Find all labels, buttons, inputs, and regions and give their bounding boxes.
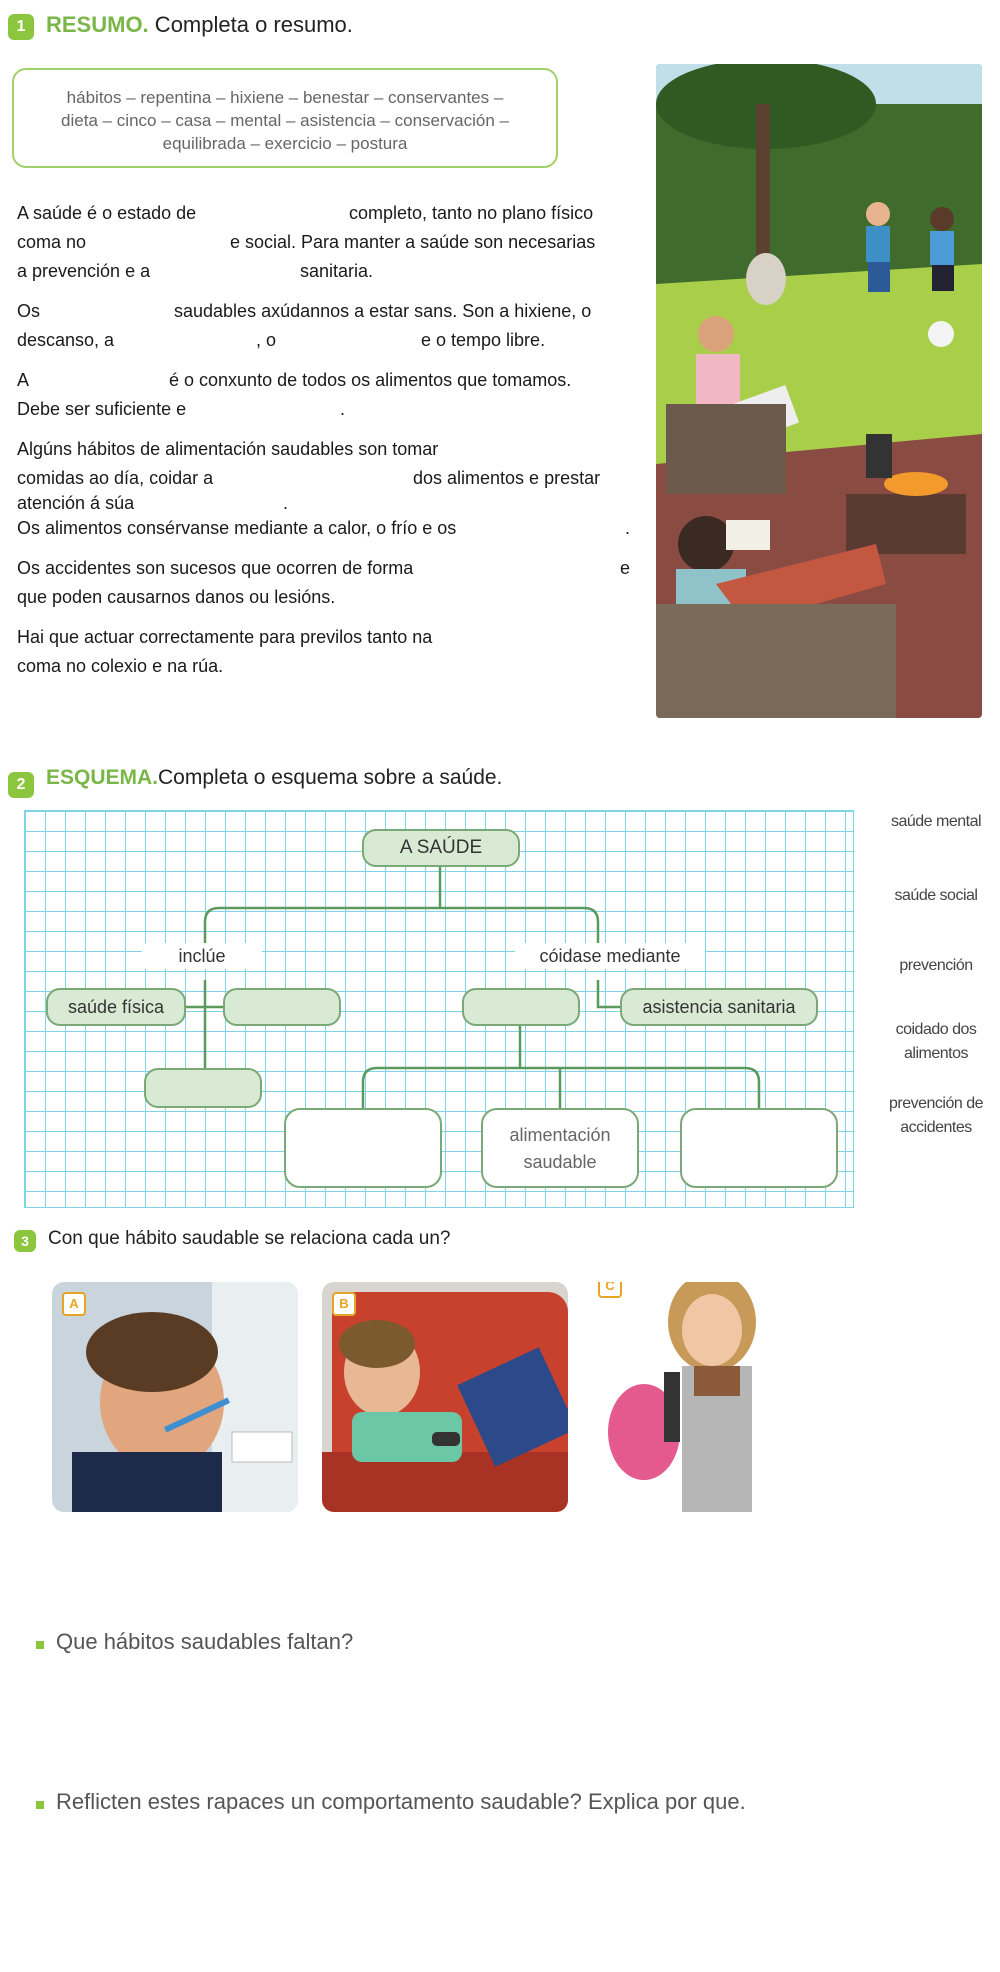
question-missing-habits: Que hábitos saudables faltan?	[56, 1629, 354, 1654]
option-accident-prevention-line-1: prevención de	[888, 1095, 983, 1112]
section-3-title: Con que hábito saudable se relaciona cada un?	[48, 1228, 451, 1249]
bullet-icon	[36, 1801, 44, 1809]
option-food-care-line-1: coidado dos	[895, 1021, 977, 1038]
option-prevention: prevención	[899, 957, 973, 974]
summary-text: a prevención e a	[17, 261, 151, 281]
section-1-keyword: RESUMO.	[46, 12, 149, 37]
word-bank-line: hábitos – repentina – hixiene – benestar – conservantes –	[66, 88, 504, 107]
section-1-title: Completa o resumo.	[148, 12, 353, 37]
question-healthy-behaviour: Reflicten estes rapaces un comportamento saudable? Explica por que.	[56, 1789, 746, 1814]
section-2-title: Completa o esquema sobre a saúde.	[158, 766, 503, 789]
option-accident-prevention-line-2: accidentes	[900, 1119, 972, 1136]
summary-text: .	[625, 518, 631, 538]
option-mental-health: saúde mental	[890, 813, 982, 830]
summary-text: saudables axúdannos a estar sans. Son a hixiene, o	[174, 301, 592, 321]
word-bank-line: dieta – cinco – casa – mental – asistencia – conservación –	[61, 111, 509, 130]
photo-boy-brushing-teeth	[52, 1282, 298, 1512]
bullet-icon	[36, 1641, 44, 1649]
blank-node[interactable]	[284, 1108, 442, 1188]
word-bank-line: equilibrada – exercicio – postura	[162, 134, 408, 153]
summary-text: atención á súa	[17, 493, 135, 513]
summary-text: dos alimentos e prestar	[413, 468, 601, 488]
blank-node[interactable]	[462, 988, 580, 1026]
healthy-eating-node	[481, 1108, 639, 1188]
summary-text: e social. Para manter a saúde son necesarias	[230, 232, 596, 252]
section-2-number: 2	[8, 772, 34, 798]
summary-text: Os	[17, 301, 41, 321]
summary-text: .	[340, 399, 346, 419]
root-node: A SAÚDE	[362, 829, 520, 867]
summary-text: Os accidentes son sucesos que ocorren de forma	[17, 558, 414, 578]
badge-b: B	[332, 1292, 356, 1316]
summary-text: Os alimentos consérvanse mediante a calor, o frío e os	[17, 518, 457, 538]
badge-c: C	[598, 1282, 622, 1298]
summary-text: .	[283, 493, 289, 513]
blank-node[interactable]	[144, 1068, 262, 1108]
summary-text: é o conxunto de todos os alimentos que tomamos.	[169, 370, 572, 390]
summary-text: Debe ser suficiente e	[17, 399, 187, 419]
blank-node[interactable]	[223, 988, 341, 1026]
summary-text: A saúde é o estado de	[17, 203, 197, 223]
section-2-keyword: ESQUEMA.	[46, 766, 159, 789]
summary-text: coma no	[17, 232, 87, 252]
health-assistance-node: asistencia sanitaria	[620, 988, 818, 1026]
option-social-health: saúde social	[894, 887, 978, 904]
summary-text: completo, tanto no plano físico	[349, 203, 594, 223]
option-food-care-line-2: alimentos	[904, 1045, 968, 1062]
summary-text: e	[620, 558, 631, 578]
cared-by-label: cóidase mediante	[515, 943, 705, 969]
summary-text: descanso, a	[17, 330, 115, 350]
summary-text: Algúns hábitos de alimentación saudables son tomar	[17, 439, 439, 459]
summary-text: A	[17, 370, 30, 390]
badge-a: A	[62, 1292, 86, 1316]
summary-text: que poden causarnos danos ou lesións.	[17, 587, 336, 607]
summary-text: e o tempo libre.	[421, 330, 546, 350]
includes-label: inclúe	[142, 943, 262, 969]
blank-node[interactable]	[680, 1108, 838, 1188]
summary-text: coma no colexio e na rúa.	[17, 656, 224, 676]
photo-boy-playing-videogame	[322, 1282, 568, 1512]
section-1-number: 1	[8, 14, 34, 40]
section-3-number: 3	[14, 1230, 36, 1252]
summary-text: Hai que actuar correctamente para previlos tanto na	[17, 627, 433, 647]
photo-girl-with-backpack	[594, 1282, 794, 1512]
physical-health-node: saúde física	[46, 988, 186, 1026]
summary-text: sanitaria.	[300, 261, 374, 281]
healthy-eating-line-1: alimentación	[509, 1125, 611, 1145]
healthy-eating-line-2: saudable	[523, 1152, 597, 1172]
summary-text: , o	[256, 330, 277, 350]
summary-text: comidas ao día, coidar a	[17, 468, 214, 488]
